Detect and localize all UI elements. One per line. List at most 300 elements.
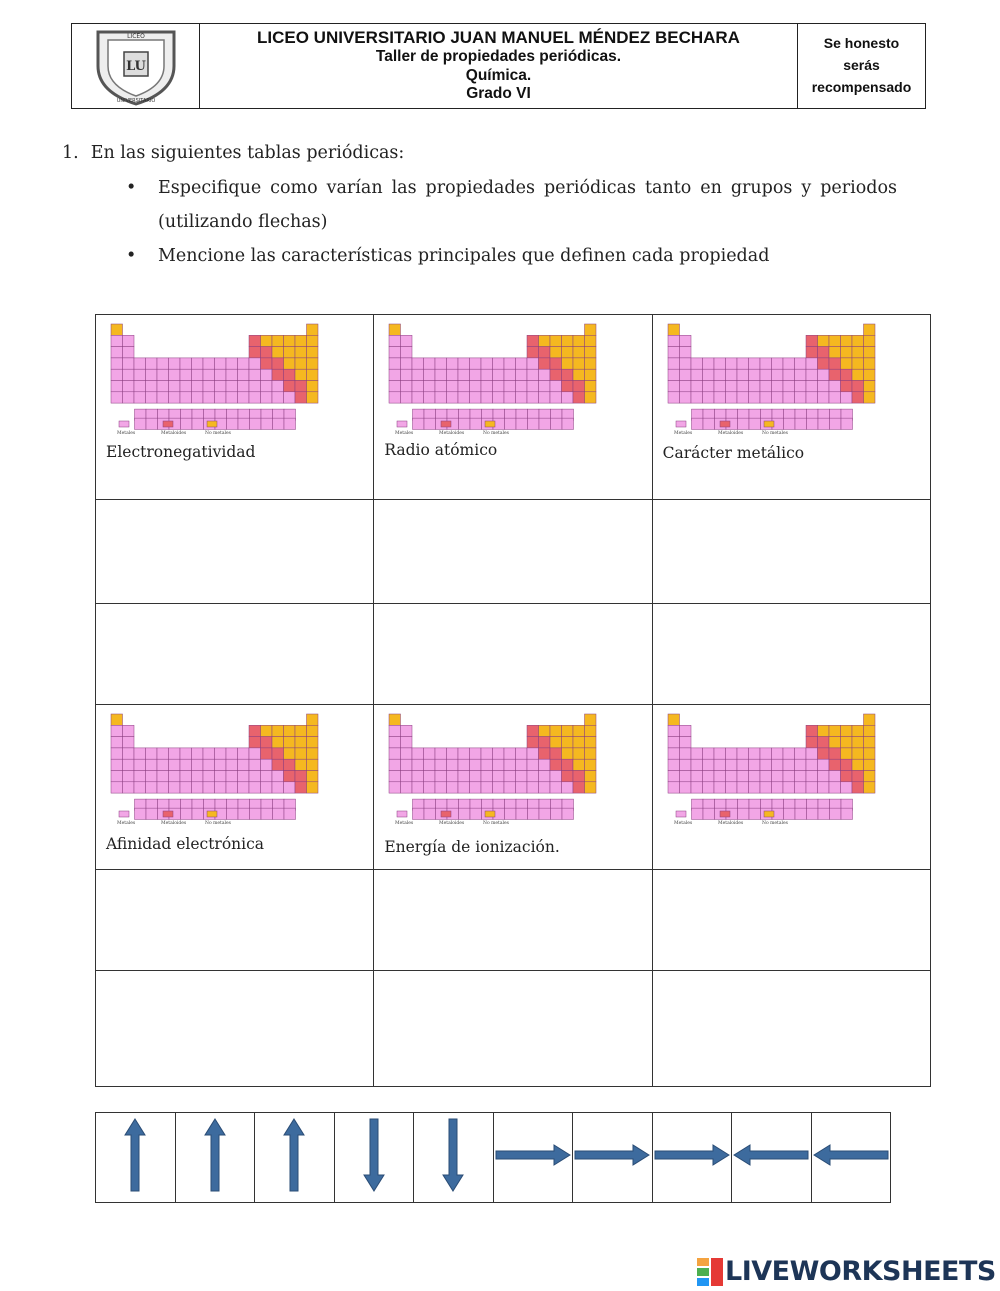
nonmetal-cell xyxy=(272,347,284,358)
metal-cell xyxy=(123,369,135,380)
metalloid-cell xyxy=(295,392,307,403)
metal-cell xyxy=(737,771,749,782)
metal-cell xyxy=(146,369,158,380)
nonmetal-cell xyxy=(863,335,875,346)
metal-cell xyxy=(401,782,413,793)
metal-cell xyxy=(679,771,691,782)
metalloid-cell xyxy=(562,759,574,770)
metal-cell xyxy=(249,782,261,793)
grade-level: Grado VI xyxy=(466,85,531,103)
metal-cell xyxy=(169,358,181,369)
metal-cell xyxy=(134,358,146,369)
metal-cell xyxy=(401,771,413,782)
metal-cell xyxy=(192,759,204,770)
metal-cell xyxy=(737,748,749,759)
metal-cell xyxy=(748,358,760,369)
nonmetal-cell xyxy=(284,748,296,759)
arrow-shape xyxy=(205,1119,225,1191)
metal-cell xyxy=(447,392,459,403)
arrow-tile-right[interactable] xyxy=(573,1113,653,1203)
nonmetal-cell xyxy=(272,737,284,748)
metal-cell xyxy=(203,392,215,403)
metal-cell xyxy=(679,782,691,793)
answer-cell[interactable] xyxy=(374,604,652,705)
metalloid-cell xyxy=(550,358,562,369)
nonmetal-cell xyxy=(284,347,296,358)
metal-cell xyxy=(412,748,424,759)
metal-cell xyxy=(123,748,135,759)
metal-cell xyxy=(401,759,413,770)
metal-cell xyxy=(111,381,123,392)
nonmetal-cell xyxy=(573,725,585,736)
metalloid-cell xyxy=(249,737,261,748)
arrow-tile-down[interactable] xyxy=(334,1113,414,1203)
metal-cell xyxy=(272,782,284,793)
svg-text:LU: LU xyxy=(125,59,146,74)
metalloid-cell xyxy=(539,358,551,369)
metalloid-cell xyxy=(573,771,585,782)
metal-cell xyxy=(192,748,204,759)
legend-label: Metaloides xyxy=(161,431,187,435)
metal-cell xyxy=(714,748,726,759)
metal-cell xyxy=(192,782,204,793)
metal-cell xyxy=(447,771,459,782)
metal-cell xyxy=(146,759,158,770)
metal-cell xyxy=(226,381,238,392)
metal-cell xyxy=(539,369,551,380)
metal-cell xyxy=(771,358,783,369)
metal-cell xyxy=(238,392,250,403)
arrow-right-icon xyxy=(494,1113,572,1197)
metal-cell xyxy=(737,369,749,380)
arrow-tile-up[interactable] xyxy=(255,1113,335,1203)
metalloid-cell xyxy=(806,737,818,748)
svg-text:UNIVERSITARIO: UNIVERSITARIO xyxy=(116,98,155,104)
nonmetal-cell xyxy=(585,714,597,725)
metal-cell xyxy=(401,725,413,736)
metalloid-cell xyxy=(272,748,284,759)
metal-cell xyxy=(829,782,841,793)
metal-cell xyxy=(481,392,493,403)
metal-cell xyxy=(111,358,123,369)
metal-cell xyxy=(550,771,562,782)
nonmetal-cell xyxy=(863,392,875,403)
metal-cell xyxy=(550,392,562,403)
property-label: Radio atómico xyxy=(384,441,498,459)
metal-cell xyxy=(435,771,447,782)
nonmetal-cell xyxy=(307,381,319,392)
f-block-cell xyxy=(192,418,204,429)
property-label: Energía de ionización. xyxy=(384,838,560,856)
metal-cell xyxy=(111,725,123,736)
nonmetal-cell xyxy=(307,358,319,369)
metalloid-cell xyxy=(852,782,864,793)
metal-cell xyxy=(215,369,227,380)
f-block-cell xyxy=(691,418,703,429)
metal-cell xyxy=(725,381,737,392)
metalloid-cell xyxy=(562,369,574,380)
metal-cell xyxy=(111,335,123,346)
metal-cell xyxy=(180,369,192,380)
arrow-right-icon xyxy=(653,1113,731,1197)
nonmetal-cell xyxy=(272,725,284,736)
metal-cell xyxy=(389,725,401,736)
nonmetal-cell xyxy=(840,748,852,759)
metal-cell xyxy=(470,369,482,380)
metalloid-cell xyxy=(806,347,818,358)
legend-label: No metales xyxy=(483,431,510,435)
metal-cell xyxy=(481,782,493,793)
metal-cell xyxy=(389,748,401,759)
periodic-table-image xyxy=(666,707,878,830)
metalloid-cell xyxy=(806,725,818,736)
metal-cell xyxy=(829,381,841,392)
metal-cell xyxy=(714,358,726,369)
answer-cell[interactable] xyxy=(96,870,374,971)
arrow-up-icon xyxy=(176,1113,254,1197)
metal-cell xyxy=(714,782,726,793)
school-name: LICEO UNIVERSITARIO JUAN MANUEL MÉNDEZ BECHARA xyxy=(257,27,740,47)
legend-swatch xyxy=(207,811,217,817)
metal-cell xyxy=(760,381,772,392)
nonmetal-cell xyxy=(829,335,841,346)
nonmetal-cell xyxy=(829,725,841,736)
metal-cell xyxy=(180,358,192,369)
metal-cell xyxy=(215,771,227,782)
metal-cell xyxy=(447,369,459,380)
answer-cell[interactable] xyxy=(374,500,652,604)
metal-cell xyxy=(180,771,192,782)
metal-cell xyxy=(668,369,680,380)
metal-cell xyxy=(447,759,459,770)
legend-swatch xyxy=(397,811,407,817)
metal-cell xyxy=(527,369,539,380)
metal-cell xyxy=(226,782,238,793)
nonmetal-cell xyxy=(852,759,864,770)
f-block-cell xyxy=(470,418,482,429)
metal-cell xyxy=(203,771,215,782)
metal-cell xyxy=(134,381,146,392)
nonmetal-cell xyxy=(668,324,680,335)
nonmetal-cell xyxy=(284,725,296,736)
f-block-cell xyxy=(516,418,528,429)
metal-cell xyxy=(435,392,447,403)
metal-cell xyxy=(123,737,135,748)
metal-cell xyxy=(169,381,181,392)
metal-cell xyxy=(261,759,273,770)
f-block-cell xyxy=(703,418,715,429)
metal-cell xyxy=(424,759,436,770)
metal-cell xyxy=(760,782,772,793)
nonmetal-cell xyxy=(295,347,307,358)
f-block-cell xyxy=(250,418,262,429)
arrow-tile-right[interactable] xyxy=(493,1113,573,1203)
f-block-cell xyxy=(783,808,795,819)
nonmetal-cell xyxy=(852,737,864,748)
metal-cell xyxy=(261,782,273,793)
nonmetal-cell xyxy=(550,737,562,748)
metalloid-cell xyxy=(829,358,841,369)
metal-cell xyxy=(134,748,146,759)
arrow-tile-left[interactable] xyxy=(732,1113,812,1203)
metal-cell xyxy=(238,381,250,392)
metalloid-cell xyxy=(817,347,829,358)
metal-cell xyxy=(389,381,401,392)
metal-cell xyxy=(679,725,691,736)
f-block-cell xyxy=(284,418,296,429)
metal-cell xyxy=(458,369,470,380)
instructions xyxy=(62,143,897,273)
nonmetal-cell xyxy=(829,347,841,358)
f-block-cell xyxy=(783,418,795,429)
metal-cell xyxy=(829,392,841,403)
legend-swatch xyxy=(720,811,730,817)
arrow-tile-left[interactable] xyxy=(811,1113,891,1203)
metal-cell xyxy=(111,347,123,358)
nonmetal-cell xyxy=(295,369,307,380)
worksheet-header xyxy=(71,23,926,109)
table-cell-electron-affinity xyxy=(96,705,374,870)
legend-swatch xyxy=(119,421,129,427)
metal-cell xyxy=(284,782,296,793)
metal-cell xyxy=(760,771,772,782)
nonmetal-cell xyxy=(295,725,307,736)
metal-cell xyxy=(238,759,250,770)
metal-cell xyxy=(702,748,714,759)
nonmetal-cell xyxy=(307,347,319,358)
metal-cell xyxy=(794,392,806,403)
arrow-shape xyxy=(284,1119,304,1191)
metal-cell xyxy=(272,771,284,782)
periodic-tables-grid xyxy=(95,314,931,1087)
f-block-cell xyxy=(737,418,749,429)
legend-label: Metaloides xyxy=(717,821,743,825)
metal-cell xyxy=(192,369,204,380)
metal-cell xyxy=(771,782,783,793)
arrow-tile-right[interactable] xyxy=(652,1113,732,1203)
liveworksheets-brand xyxy=(697,1256,996,1287)
metal-cell xyxy=(679,748,691,759)
periodic-table-svg xyxy=(109,707,321,825)
metal-cell xyxy=(714,392,726,403)
metal-cell xyxy=(134,771,146,782)
metalloid-cell xyxy=(840,759,852,770)
metal-cell xyxy=(180,759,192,770)
legend-swatch xyxy=(441,421,451,427)
metal-cell xyxy=(817,381,829,392)
nonmetal-cell xyxy=(863,714,875,725)
metalloid-cell xyxy=(284,369,296,380)
legend-swatch xyxy=(119,811,129,817)
f-block-cell xyxy=(841,418,853,429)
metal-cell xyxy=(249,358,261,369)
nonmetal-cell xyxy=(573,748,585,759)
metal-cell xyxy=(493,392,505,403)
f-block-cell xyxy=(470,808,482,819)
metal-cell xyxy=(203,748,215,759)
metalloid-cell xyxy=(550,759,562,770)
metal-cell xyxy=(146,748,158,759)
f-block-cell xyxy=(238,418,250,429)
metal-cell xyxy=(180,392,192,403)
answer-cell[interactable] xyxy=(96,500,374,604)
metal-cell xyxy=(516,381,528,392)
metal-cell xyxy=(272,392,284,403)
nonmetal-cell xyxy=(562,335,574,346)
metal-cell xyxy=(748,381,760,392)
arrow-tile-down[interactable] xyxy=(414,1113,494,1203)
metal-cell xyxy=(550,381,562,392)
legend-label: No metales xyxy=(483,821,510,825)
nonmetal-cell xyxy=(272,335,284,346)
metal-cell xyxy=(527,381,539,392)
question-1 xyxy=(62,143,897,163)
metal-cell xyxy=(760,759,772,770)
nonmetal-cell xyxy=(863,737,875,748)
nonmetal-cell xyxy=(284,335,296,346)
metalloid-cell xyxy=(261,347,273,358)
nonmetal-cell xyxy=(562,737,574,748)
metal-cell xyxy=(157,748,169,759)
metalloid-cell xyxy=(249,725,261,736)
metal-cell xyxy=(539,392,551,403)
metal-cell xyxy=(504,771,516,782)
metal-cell xyxy=(668,737,680,748)
metal-cell xyxy=(470,392,482,403)
metal-cell xyxy=(146,782,158,793)
metalloid-cell xyxy=(272,369,284,380)
metalloid-cell xyxy=(829,759,841,770)
answer-cell[interactable] xyxy=(96,971,374,1087)
metal-cell xyxy=(111,737,123,748)
metal-cell xyxy=(123,335,135,346)
nonmetal-cell xyxy=(284,737,296,748)
metal-cell xyxy=(806,358,818,369)
nonmetal-cell xyxy=(585,748,597,759)
nonmetal-cell xyxy=(261,335,273,346)
metal-cell xyxy=(783,748,795,759)
arrow-down-icon xyxy=(414,1113,492,1197)
metal-cell xyxy=(691,782,703,793)
metal-cell xyxy=(123,358,135,369)
legend-swatch xyxy=(485,811,495,817)
answer-cell[interactable] xyxy=(374,870,652,971)
metal-cell xyxy=(771,748,783,759)
arrow-tile-up[interactable] xyxy=(96,1113,176,1203)
metalloid-cell xyxy=(829,748,841,759)
metal-cell xyxy=(435,381,447,392)
f-block-cell xyxy=(562,808,574,819)
f-block-cell xyxy=(505,418,517,429)
answer-cell[interactable] xyxy=(652,870,930,971)
answer-cell[interactable] xyxy=(652,971,930,1087)
metal-cell xyxy=(412,759,424,770)
periodic-table-svg xyxy=(666,317,878,435)
metal-cell xyxy=(238,358,250,369)
legend-label: Metales xyxy=(395,431,414,435)
answer-cell[interactable] xyxy=(374,971,652,1087)
answer-cell[interactable] xyxy=(652,500,930,604)
metal-cell xyxy=(748,759,760,770)
f-block-cell xyxy=(551,808,563,819)
metal-cell xyxy=(527,392,539,403)
metal-cell xyxy=(702,381,714,392)
metal-cell xyxy=(668,725,680,736)
metal-cell xyxy=(783,782,795,793)
nonmetal-cell xyxy=(261,725,273,736)
metal-cell xyxy=(192,771,204,782)
metal-cell xyxy=(691,381,703,392)
nonmetal-cell xyxy=(562,748,574,759)
metal-cell xyxy=(668,335,680,346)
nonmetal-cell xyxy=(863,725,875,736)
metal-cell xyxy=(504,381,516,392)
nonmetal-cell xyxy=(284,358,296,369)
motto-line: recompensado xyxy=(811,78,912,95)
answer-cell[interactable] xyxy=(652,604,930,705)
metal-cell xyxy=(794,381,806,392)
metalloid-cell xyxy=(573,782,585,793)
metal-cell xyxy=(169,771,181,782)
arrow-tile-up[interactable] xyxy=(175,1113,255,1203)
metalloid-cell xyxy=(539,748,551,759)
metal-cell xyxy=(481,358,493,369)
metal-cell xyxy=(725,771,737,782)
arrow-shape xyxy=(125,1119,145,1191)
nonmetal-cell xyxy=(562,358,574,369)
metal-cell xyxy=(481,771,493,782)
metal-cell xyxy=(111,759,123,770)
f-block-cell xyxy=(424,418,436,429)
nonmetal-cell xyxy=(295,358,307,369)
metal-cell xyxy=(702,771,714,782)
legend-label: Metales xyxy=(673,821,692,825)
metal-cell xyxy=(203,381,215,392)
metalloid-cell xyxy=(562,771,574,782)
metal-cell xyxy=(412,782,424,793)
metalloid-cell xyxy=(284,771,296,782)
legend-swatch xyxy=(163,811,173,817)
nonmetal-cell xyxy=(573,347,585,358)
metal-cell xyxy=(401,335,413,346)
metal-cell xyxy=(527,782,539,793)
arrow-up-icon xyxy=(96,1113,174,1197)
legend-label: Metales xyxy=(117,821,136,825)
metal-cell xyxy=(123,347,135,358)
arrow-up-icon xyxy=(255,1113,333,1197)
metal-cell xyxy=(123,381,135,392)
metalloid-cell xyxy=(562,381,574,392)
metal-cell xyxy=(668,782,680,793)
legend-swatch xyxy=(720,421,730,427)
metal-cell xyxy=(123,771,135,782)
answer-cell[interactable] xyxy=(96,604,374,705)
metal-cell xyxy=(737,759,749,770)
metalloid-cell xyxy=(817,358,829,369)
metal-cell xyxy=(481,381,493,392)
legend-label: Metales xyxy=(395,821,414,825)
legend-swatch xyxy=(397,421,407,427)
metal-cell xyxy=(401,737,413,748)
metal-cell xyxy=(424,771,436,782)
metal-cell xyxy=(679,759,691,770)
metal-cell xyxy=(668,381,680,392)
metal-cell xyxy=(111,369,123,380)
metal-cell xyxy=(238,748,250,759)
metal-cell xyxy=(261,771,273,782)
f-block-cell xyxy=(562,418,574,429)
metal-cell xyxy=(470,748,482,759)
